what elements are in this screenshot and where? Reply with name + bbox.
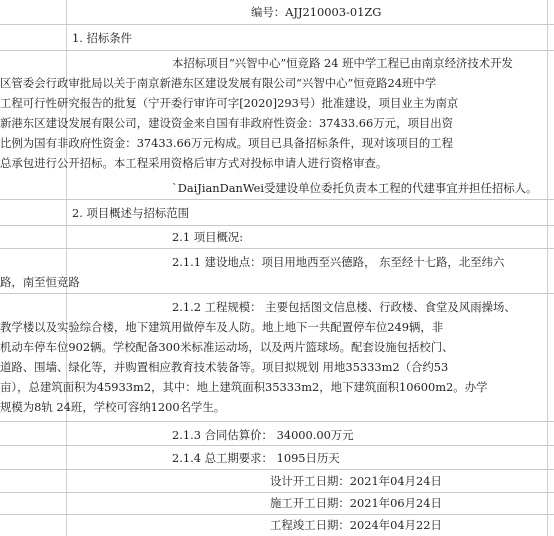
item-2-1-3-contract-estimate: 2.1.3 合同估算价： 34000.00万元 [172, 428, 354, 442]
body-line: 新港东区建设发展有限公司，建设资金来自国有非政府性资金：37433.66万元，项目出资 [0, 116, 454, 130]
item-2-1-1 [0, 252, 504, 292]
body-line: 总承包进行公开招标。本工程采用资格后审方式对投标申请人进行资格审查。 [0, 156, 388, 170]
agent-statement: `DaiJianDanWei受建设单位委托负责本工程的代建事宜并担任招标人。 [172, 181, 538, 195]
body-line: 比例为国有非政府性资金：37433.66万元构成。项目已具备招标条件，现对该项目的工程 [0, 136, 454, 150]
divider [0, 492, 554, 493]
divider [0, 225, 554, 226]
item-2-1-4-duration: 2.1.4 总工期要求： 1095日历天 [172, 451, 340, 465]
divider [0, 421, 554, 422]
body-line: 2.1.2 工程规模： 主要包括图文信息楼、行政楼、食堂及风雨操场、 [172, 300, 516, 314]
body-line: 亩），总建筑面积为45933m2，其中：地上建筑面积35333m2，地下建筑面积10600m2。办学 [0, 380, 488, 394]
body-line: 区管委会行政审批局以关于南京新港东区建设发展有限公司“兴智中心”恒竞路24班中学 [0, 76, 437, 90]
divider [0, 469, 554, 470]
section-1-heading: 1. 招标条件 [72, 31, 133, 45]
divider [0, 24, 554, 25]
subsection-2-1-heading: 2.1 项目概况: [172, 230, 244, 244]
divider [0, 514, 554, 515]
body-line: 工程可行性研究报告的批复（宁开委行审许可字[2020]293号）批准建设，项目业主为南京 [0, 96, 459, 110]
design-start-date: 设计开工日期：2021年04月24日 [270, 474, 442, 488]
body-line: 教学楼以及实验综合楼，地下建筑用做停车及人防。地上地下一共配置停车位249辆，非 [0, 320, 444, 334]
divider [0, 445, 554, 446]
document-number: 编号：AJJ210003-01ZG [251, 5, 382, 19]
body-line: 规模为8轨 24班，学校可容纳1200名学生。 [0, 400, 226, 414]
divider [0, 199, 554, 200]
divider [0, 248, 554, 249]
section-2-heading: 2. 项目概述与招标范围 [72, 206, 190, 220]
divider [0, 293, 554, 294]
completion-date: 工程竣工日期：2024年04月22日 [270, 518, 442, 532]
column-guide-right [547, 0, 548, 536]
construction-start-date: 施工开工日期：2021年06月24日 [270, 496, 442, 510]
body-line: 本招标项目“兴智中心”恒竞路 24 班中学工程已由南京经济技术开发 [172, 56, 513, 70]
divider [0, 50, 554, 51]
section-1-body [0, 53, 513, 173]
body-line: 道路、围墙、绿化等，并购置相应教育技术装备等。项目拟规划 用地35333m2（合约53 [0, 360, 449, 374]
item-2-1-2 [0, 297, 516, 417]
body-line: 机动车停车位902辆。学校配备300米标准运动场，以及两片篮球场。配套设施包括校门、 [0, 340, 454, 354]
body-line: 路，南至恒竞路 [0, 275, 80, 289]
body-line: 2.1.1 建设地点：项目用地西至兴德路， 东至经十七路，北至纬六 [172, 255, 505, 269]
